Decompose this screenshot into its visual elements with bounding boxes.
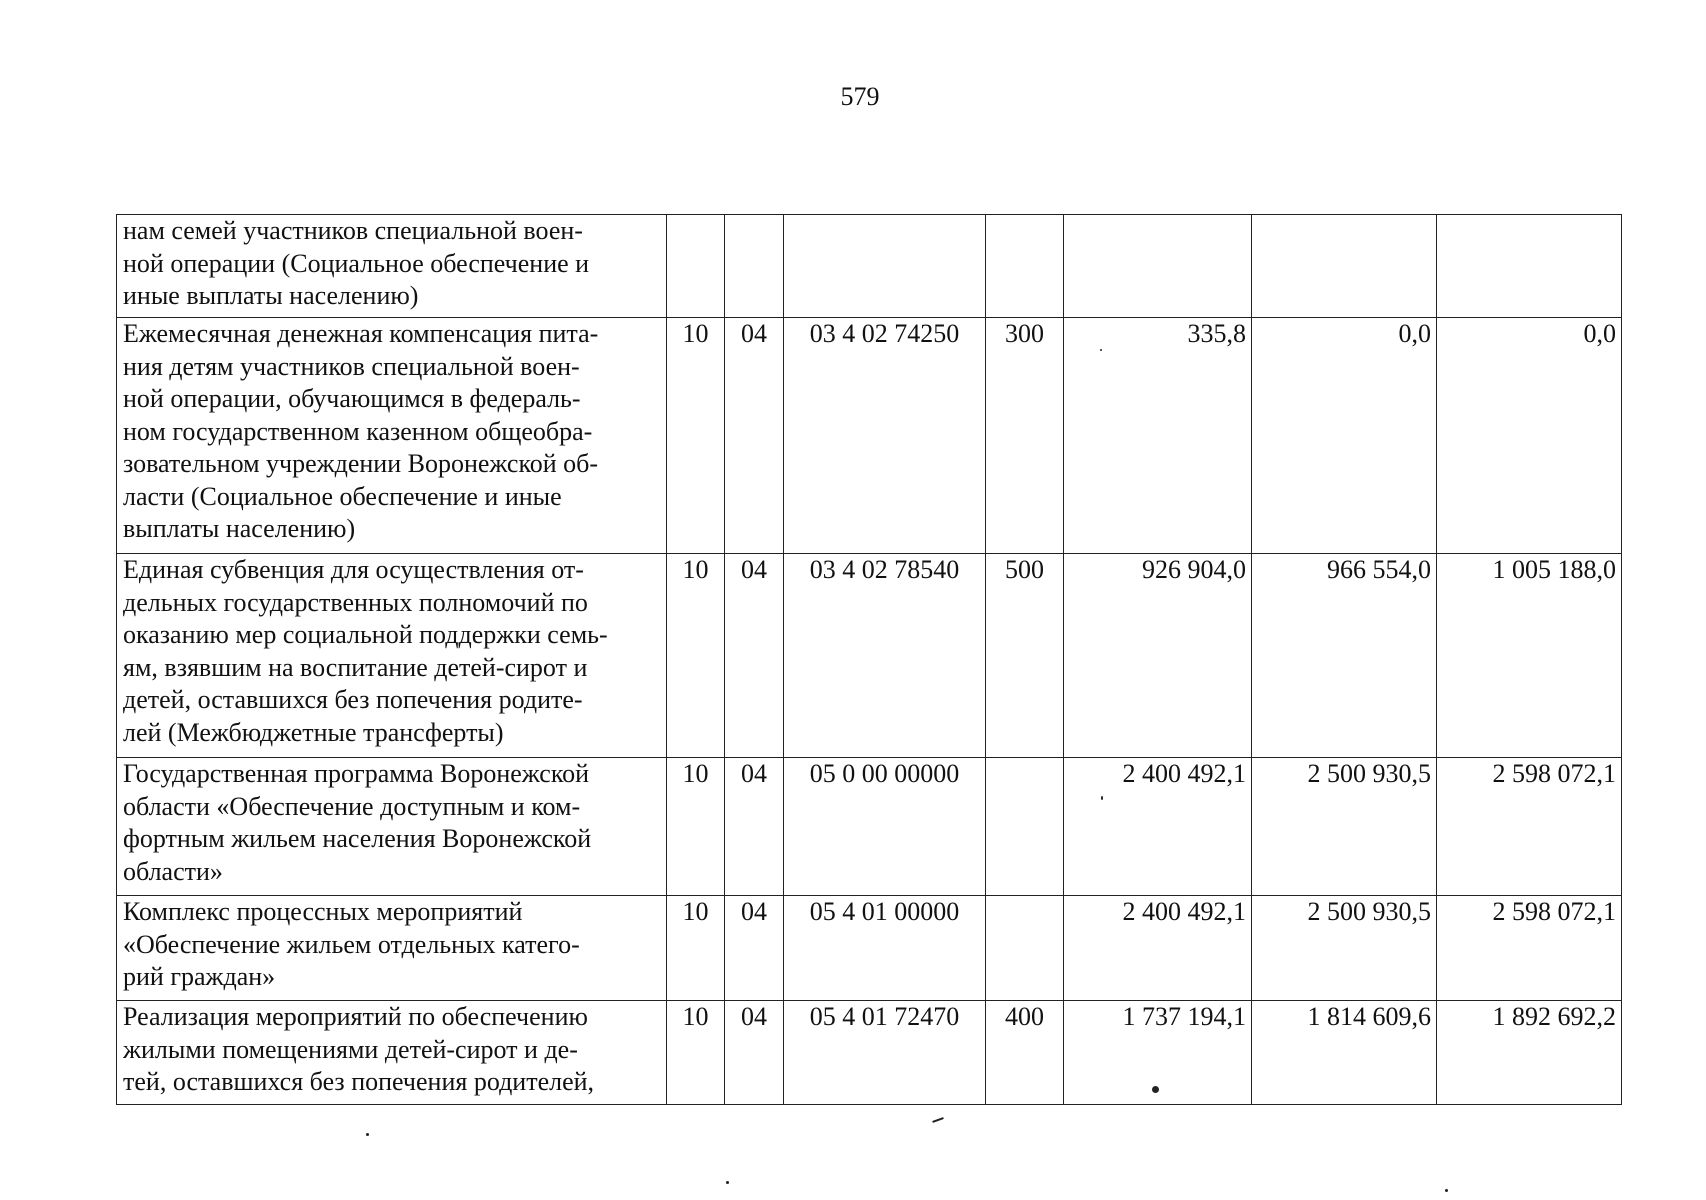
item-name-cell — [117, 215, 667, 318]
subsection-cell: 04 — [725, 896, 784, 1001]
item-name-line: Государственная программа Воронежской — [123, 759, 590, 788]
table-row — [117, 215, 1622, 318]
table-row — [117, 318, 1622, 554]
item-name-line: области» — [123, 856, 223, 886]
section-cell: 10 — [667, 318, 725, 554]
table-row — [117, 896, 1622, 1001]
amount-year2-cell: 0,0 — [1252, 318, 1437, 554]
scan-speck — [1101, 796, 1103, 800]
expense-type-cell: 300 — [986, 318, 1064, 554]
amount-year2-cell: 2 500 930,5 — [1252, 896, 1437, 1001]
target-article-cell: 05 4 01 00000 — [784, 896, 986, 1001]
section-cell: 10 — [667, 758, 725, 896]
item-name-line: «Обеспечение жильем отдельных катего- — [123, 929, 580, 959]
table-row — [117, 1001, 1622, 1105]
scan-speck — [366, 1133, 369, 1136]
item-name-line: ном государственном казенном общеобра- — [123, 416, 593, 446]
subsection-cell: 04 — [725, 758, 784, 896]
page-number: 579 — [840, 82, 880, 111]
section-cell: 10 — [667, 554, 725, 758]
item-name-line: ям, взявшим на воспитание детей-сирот и — [123, 652, 588, 682]
section-cell: 10 — [667, 1001, 725, 1105]
item-name-cell — [117, 554, 667, 758]
table-body — [117, 215, 1622, 1105]
item-name-line: дельных государственных полномочий по — [123, 587, 588, 617]
item-name-line: иные выплаты населению) — [123, 281, 419, 310]
expense-type-cell: 500 — [986, 554, 1064, 758]
amount-year1-cell: 2 400 492,1 — [1064, 758, 1252, 896]
item-name-line: тей, оставшихся без попечения родителей, — [123, 1067, 595, 1096]
target-article-cell: 05 4 01 72470 — [784, 1001, 986, 1105]
item-name-line: рий граждан» — [123, 962, 276, 991]
amount-year3-cell: 2 598 072,1 — [1437, 758, 1622, 896]
amount-year3-cell — [1437, 215, 1622, 318]
subsection-cell: 04 — [725, 1001, 784, 1105]
item-name-line: выплаты населению) — [123, 514, 356, 543]
target-article-cell: 03 4 02 74250 — [784, 318, 986, 554]
budget-table — [116, 214, 1622, 1105]
target-article-cell — [784, 215, 986, 318]
subsection-cell: 04 — [725, 318, 784, 554]
item-name-line: ласти (Социальное обеспечение и иные — [123, 481, 562, 511]
amount-year1-cell: 926 904,0 — [1064, 554, 1252, 758]
subsection-cell — [725, 215, 784, 318]
amount-year3-cell: 2 598 072,1 — [1437, 896, 1622, 1001]
amount-year2-cell — [1252, 215, 1437, 318]
table-row — [117, 758, 1622, 896]
item-name-line: детей, оставшихся без попечения родите- — [123, 685, 583, 714]
expense-type-cell — [986, 215, 1064, 318]
amount-year1-cell: 2 400 492,1 — [1064, 896, 1252, 1001]
item-name-line: фортным жильем населения Воронежской — [123, 824, 592, 853]
amount-year1-cell: 1 737 194,1 — [1064, 1001, 1252, 1105]
expense-type-cell: 400 — [986, 1001, 1064, 1105]
item-name-cell — [117, 896, 667, 1001]
scan-speck — [932, 1117, 944, 1123]
section-cell — [667, 215, 725, 318]
item-name-cell — [117, 758, 667, 896]
subsection-cell: 04 — [725, 554, 784, 758]
amount-year1-cell — [1064, 215, 1252, 318]
item-name-line: Комплекс процессных мероприятий — [123, 897, 523, 926]
item-name-cell — [117, 1001, 667, 1105]
amount-year2-cell: 966 554,0 — [1252, 554, 1437, 758]
scan-speck — [1100, 349, 1102, 351]
item-name-line: ния детям участников специальной воен- — [123, 351, 580, 381]
item-name-line: Единая субвенция для осуществления от- — [123, 555, 584, 584]
amount-year1-cell: 335,8 — [1064, 318, 1252, 554]
item-name-line: области «Обеспечение доступным и ком- — [123, 791, 581, 821]
amount-year3-cell: 1 892 692,2 — [1437, 1001, 1622, 1105]
amount-year2-cell: 1 814 609,6 — [1252, 1001, 1437, 1105]
expense-type-cell — [986, 758, 1064, 896]
scan-speck — [726, 1181, 729, 1184]
item-name-line: ной операции, обучающимся в федераль- — [123, 384, 581, 413]
item-name-cell — [117, 318, 667, 554]
table-row — [117, 554, 1622, 758]
item-name-line: лей (Межбюджетные трансферты) — [123, 717, 504, 747]
section-cell: 10 — [667, 896, 725, 1001]
item-name-line: Реализация мероприятий по обеспечению — [123, 1002, 588, 1031]
expense-type-cell — [986, 896, 1064, 1001]
item-name-line: жилыми помещениями детей-сирот и де- — [123, 1034, 578, 1064]
amount-year2-cell: 2 500 930,5 — [1252, 758, 1437, 896]
target-article-cell: 05 0 00 00000 — [784, 758, 986, 896]
item-name-line: зовательном учреждении Воронежской об- — [123, 449, 599, 478]
item-name-line: ной операции (Социальное обеспечение и — [123, 248, 590, 278]
amount-year3-cell: 0,0 — [1437, 318, 1622, 554]
amount-year3-cell: 1 005 188,0 — [1437, 554, 1622, 758]
target-article-cell: 03 4 02 78540 — [784, 554, 986, 758]
item-name-line: оказанию мер социальной поддержки семь- — [123, 620, 608, 649]
scan-speck — [1445, 1189, 1448, 1192]
scan-speck — [1152, 1086, 1159, 1093]
item-name-line: нам семей участников специальной воен- — [123, 216, 583, 245]
item-name-line: Ежемесячная денежная компенсация пита- — [123, 319, 599, 348]
